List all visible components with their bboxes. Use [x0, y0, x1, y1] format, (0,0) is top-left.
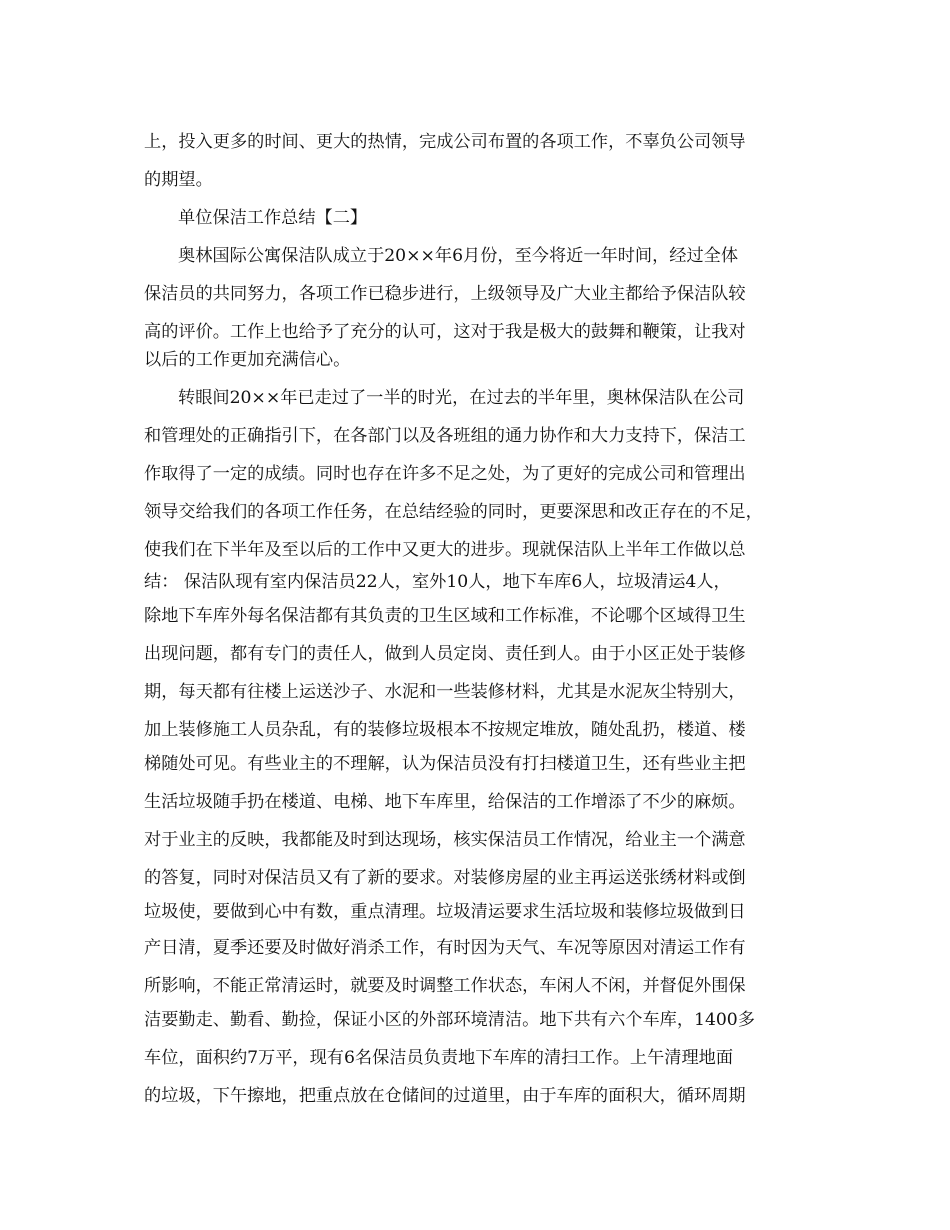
text-line: 领导交给我们的各项工作任务，在总结经验的同时，更要深思和改正存在的不足，	[144, 502, 763, 522]
text-line: 和管理处的正确指引下，在各部门以及各班组的通力协作和大力支持下，保洁工	[144, 426, 746, 446]
text-line: 的期望。	[144, 170, 213, 190]
text-line: 梯随处可见。有些业主的不理解，认为保洁员没有打扫楼道卫生，还有些业主把	[144, 754, 746, 774]
text-line: 洁要勤走、勤看、勤捡，保证小区的外部环境清洁。地下共有六个车库，1400多	[144, 1010, 755, 1030]
text-line: 上，投入更多的时间、更大的热情，完成公司布置的各项工作，不辜负公司领导	[144, 132, 746, 152]
text-line: 奥林国际公寓保洁队成立于20××年6月份，至今将近一年时间，经过全体	[178, 246, 739, 266]
text-line: 高的评价。工作上也给予了充分的认可，这对于我是极大的鼓舞和鞭策，让我对	[144, 322, 746, 342]
text-line: 保洁员的共同努力，各项工作已稳步进行，上级领导及广大业主都给予保洁队较	[144, 284, 746, 304]
text-line: 期，每天都有往楼上运送沙子、水泥和一些装修材料，尤其是水泥灰尘特别大，	[144, 682, 746, 702]
text-line: 的答复，同时对保洁员又有了新的要求。对装修房屋的业主再运送张绣材料或倒	[144, 868, 746, 888]
text-line: 作取得了一定的成绩。同时也存在许多不足之处，为了更好的完成公司和管理出	[144, 464, 746, 484]
text-line: 转眼间20××年已走过了一半的时光，在过去的半年里，奥林保洁队在公司	[178, 388, 745, 408]
text-line: 对于业主的反映，我都能及时到达现场，核实保洁员工作情况，给业主一个满意	[144, 830, 746, 850]
text-line: 所影响，不能正常清运时，就要及时调整工作状态，车闲人不闲，并督促外围保	[144, 976, 746, 996]
text-line: 车位，面积约7万平，现有6名保洁员负责地下车库的清扫工作。上午清理地面	[144, 1048, 734, 1068]
text-line: 出现问题，都有专门的责任人，做到人员定岗、责任到人。由于小区正处于装修	[144, 644, 746, 664]
text-line: 结： 保洁队现有室内保洁员22人，室外10人，地下车库6人，垃圾清运4人，	[144, 572, 731, 592]
section-heading: 单位保洁工作总结【二】	[178, 208, 368, 228]
text-line: 使我们在下半年及至以后的工作中又更大的进步。现就保洁队上半年工作做以总	[144, 540, 746, 560]
text-line: 的垃圾，下午擦地，把重点放在仓储间的过道里，由于车库的面积大，循环周期	[144, 1086, 746, 1106]
text-line: 生活垃圾随手扔在楼道、电梯、地下车库里，给保洁的工作增添了不少的麻烦。	[144, 792, 746, 812]
text-line: 以后的工作更加充满信心。	[144, 350, 351, 370]
text-line: 除地下车库外每名保洁都有其负责的卫生区域和工作标准，不论哪个区域得卫生	[144, 606, 746, 626]
text-line: 产日清，夏季还要及时做好消杀工作，有时因为天气、车况等原因对清运工作有	[144, 938, 746, 958]
text-line: 垃圾使，要做到心中有数，重点清理。垃圾清运要求生活垃圾和装修垃圾做到日	[144, 902, 746, 922]
text-line: 加上装修施工人员杂乱，有的装修垃圾根本不按规定堆放，随处乱扔，楼道、楼	[144, 720, 746, 740]
